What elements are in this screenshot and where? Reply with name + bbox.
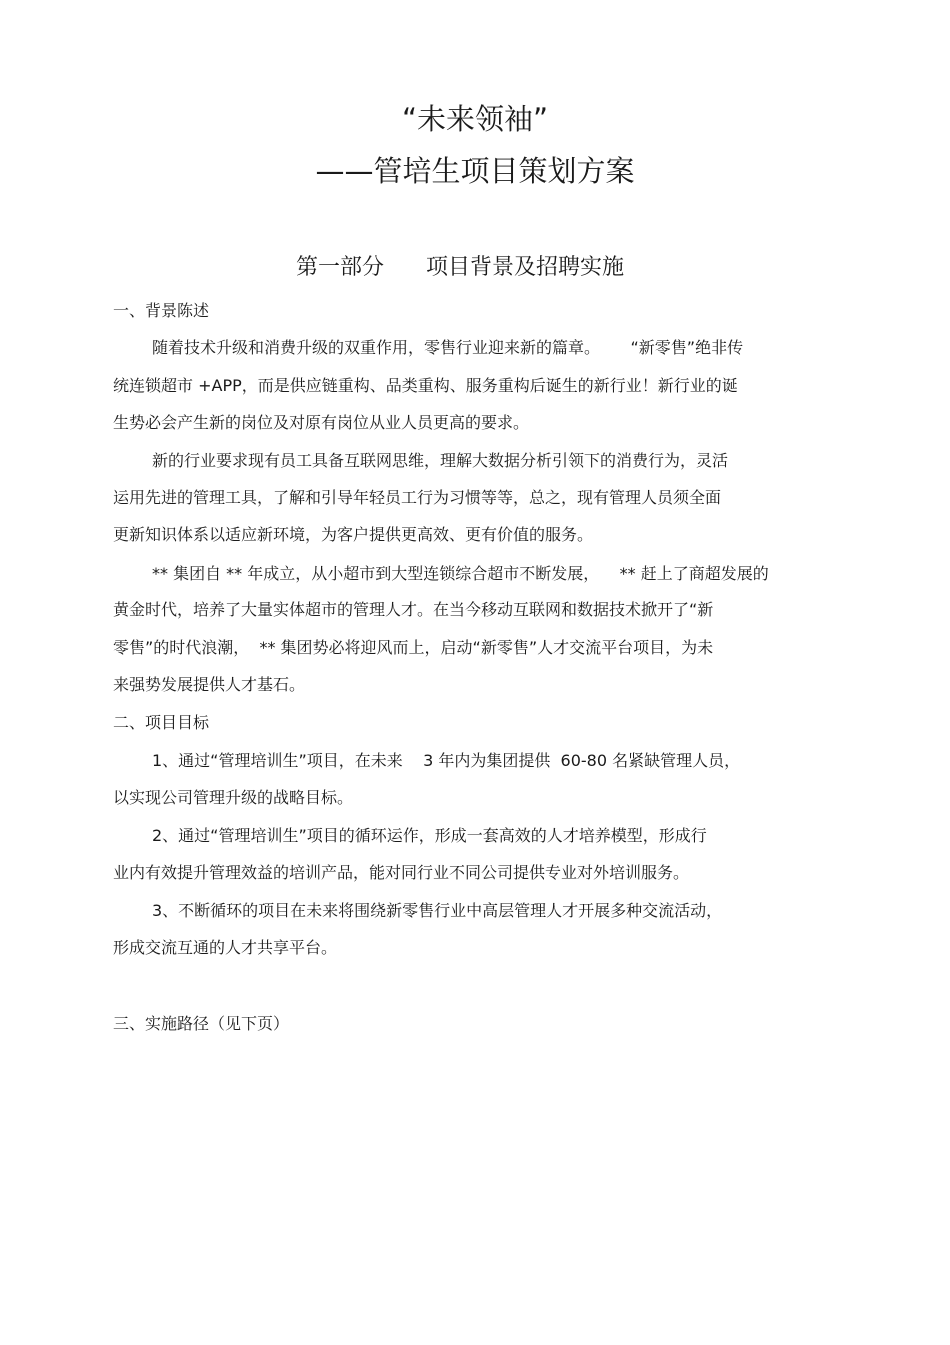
paragraph-line: 零售”的时代浪潮， ** 集团势必将迎风而上，启动“新零售”人才交流平台项目，为未 <box>113 638 714 657</box>
section-heading-background: 一、背景陈述 <box>113 301 210 320</box>
document-title-line2: ——管培生项目策划方案 <box>315 154 635 188</box>
paragraph-line: ** 集团自 ** 年成立，从小超市到大型连锁综合超市不断发展， ** 赶上了商超发展的 <box>152 564 769 583</box>
paragraph-line: 以实现公司管理升级的战略目标。 <box>113 788 354 807</box>
paragraph-line: 2、通过“管理培训生”项目的循环运作，形成一套高效的人才培养模型，形成行 <box>152 826 707 845</box>
paragraph-line: 来强势发展提供人才基石。 <box>113 675 306 694</box>
paragraph-line: 生势必会产生新的岗位及对原有岗位从业人员更高的要求。 <box>113 413 530 432</box>
paragraph-line: 黄金时代，培养了大量实体超市的管理人才。在当今移动互联网和数据技术掀开了“新 <box>113 600 714 619</box>
section-heading-implementation: 三、实施路径（见下页） <box>113 1014 290 1033</box>
paragraph-line: 运用先进的管理工具，了解和引导年轻员工行为习惯等等，总之，现有管理人员须全面 <box>113 488 722 507</box>
paragraph-line: 随着技术升级和消费升级的双重作用，零售行业迎来新的篇章。 “新零售”绝非传 <box>152 338 744 357</box>
paragraph-line: 1、通过“管理培训生”项目，在未来 3 年内为集团提供 60-80 名紧缺管理人员， <box>152 751 741 770</box>
paragraph-line: 统连锁超市 +APP，而是供应链重构、品类重构、服务重构后诞生的新行业！新行业的诞 <box>113 376 738 395</box>
document-title-line1: “未来领袖” <box>401 102 549 136</box>
paragraph-line: 新的行业要求现有员工具备互联网思维，理解大数据分析引领下的消费行为，灵活 <box>152 451 729 470</box>
paragraph-line: 业内有效提升管理效益的培训产品，能对同行业不同公司提供专业对外培训服务。 <box>113 863 690 882</box>
paragraph-line: 形成交流互通的人才共享平台。 <box>113 938 338 957</box>
paragraph-line: 更新知识体系以适应新环境，为客户提供更高效、更有价值的服务。 <box>113 525 594 544</box>
part-heading: 第一部分 项目背景及招聘实施 <box>296 255 624 280</box>
section-heading-goals: 二、项目目标 <box>113 713 210 732</box>
paragraph-line: 3、不断循环的项目在未来将围绕新零售行业中高层管理人才开展多种交流活动， <box>152 901 723 920</box>
